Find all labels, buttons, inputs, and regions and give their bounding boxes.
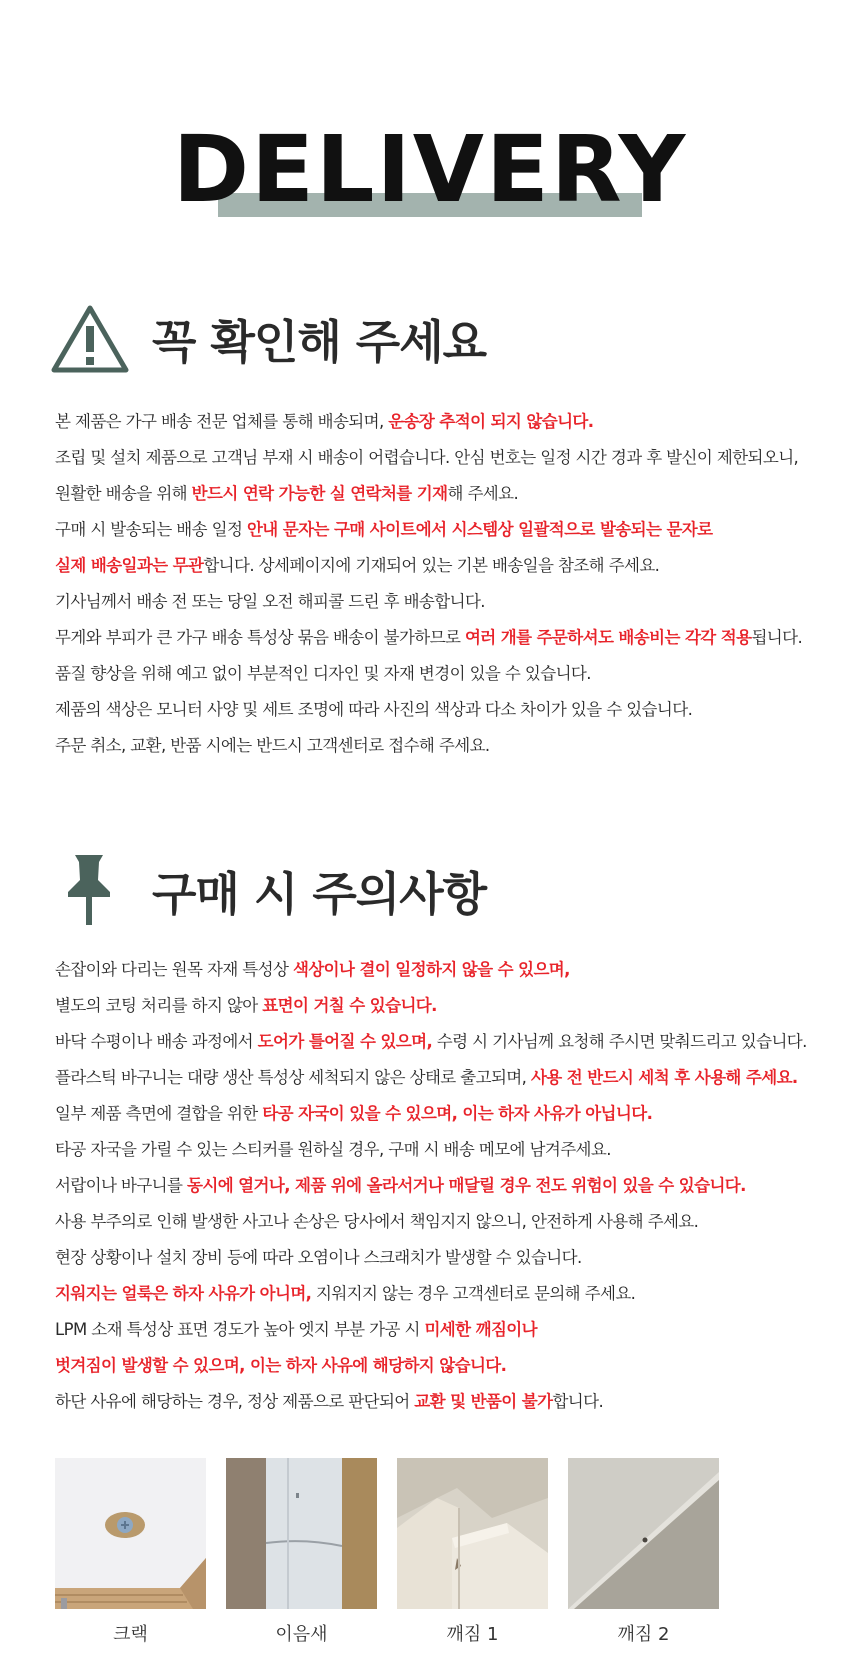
list-item: 지워지는 얼룩은 하자 사유가 아니며, 지워지지 않는 경우 고객센터로 문의해 주세요. bbox=[55, 1284, 636, 1303]
list-item: 구매 시 발송되는 배송 일정 안내 문자는 구매 사이트에서 시스템상 일괄적으로 발송되는 문자로 bbox=[55, 520, 713, 539]
list-item: 본 제품은 가구 배송 전문 업체를 통해 배송되며, 운송장 추적이 되지 않습니다. bbox=[55, 412, 594, 431]
list-item: 현장 상황이나 설치 장비 등에 따라 오염이나 스크래치가 발생할 수 있습니다. bbox=[55, 1248, 582, 1267]
list-item: 사용 부주의로 인해 발생한 사고나 손상은 당사에서 책임지지 않으니, 안전하게 사용해 주세요. bbox=[55, 1212, 699, 1231]
list-item: 실제 배송일과는 무관합니다. 상세페이지에 기재되어 있는 기본 배송일을 참조해 주세요. bbox=[55, 556, 660, 575]
photo-caption-chip-1: 깨짐 1 bbox=[446, 1624, 499, 1645]
crack-image bbox=[55, 1458, 206, 1609]
seam-image bbox=[226, 1458, 377, 1609]
section-caution-title: 구매 시 주의사항 bbox=[152, 867, 487, 921]
delivery-title-block bbox=[0, 116, 860, 230]
list-item: 플라스틱 바구니는 대량 생산 특성상 세척되지 않은 상태로 출고되며, 사용 전 반드시 세척 후 사용해 주세요. bbox=[55, 1068, 798, 1087]
list-item: 무게와 부피가 큰 가구 배송 특성상 묶음 배송이 불가하므로 여러 개를 주문하셔도 배송비는 각각 적용됩니다. bbox=[55, 628, 803, 647]
list-item: 하단 사유에 해당하는 경우, 정상 제품으로 판단되어 교환 및 반품이 불가합니다. bbox=[55, 1392, 604, 1411]
list-item: 별도의 코팅 처리를 하지 않아 표면이 거칠 수 있습니다. bbox=[55, 996, 437, 1015]
photo-chip-2 bbox=[568, 1458, 719, 1609]
section-check-title: 꼭 확인해 주세요 bbox=[152, 315, 487, 369]
page-title: DELIVERY bbox=[172, 116, 688, 223]
photo-chip-1 bbox=[397, 1458, 548, 1609]
list-item: 품질 향상을 위해 예고 없이 부분적인 디자인 및 자재 변경이 있을 수 있습니다. bbox=[55, 664, 591, 683]
photo-caption-chip-2: 깨짐 2 bbox=[617, 1624, 670, 1645]
list-item: 조립 및 설치 제품으로 고객님 부재 시 배송이 어렵습니다. 안심 번호는 일정 시간 경과 후 발신이 제한되오니, bbox=[55, 448, 799, 467]
list-item: 주문 취소, 교환, 반품 시에는 반드시 고객센터로 접수해 주세요. bbox=[55, 736, 490, 755]
list-item: 벗겨짐이 발생할 수 있으며, 이는 하자 사유에 해당하지 않습니다. bbox=[55, 1356, 507, 1375]
photo-caption-seam: 이음새 bbox=[275, 1624, 328, 1645]
list-item: LPM 소재 특성상 표면 경도가 높아 엣지 부분 가공 시 미세한 깨짐이나 bbox=[55, 1320, 537, 1339]
list-item: 손잡이와 다리는 원목 자재 특성상 색상이나 결이 일정하지 않을 수 있으며, bbox=[55, 960, 570, 979]
list-item: 원활한 배송을 위해 반드시 연락 가능한 실 연락처를 기재해 주세요. bbox=[55, 484, 519, 503]
section-check-heading bbox=[0, 300, 860, 390]
list-item: 일부 제품 측면에 결합을 위한 타공 자국이 있을 수 있으며, 이는 하자 사유가 아닙니다. bbox=[55, 1104, 653, 1123]
list-item: 서랍이나 바구니를 동시에 열거나, 제품 위에 올라서거나 매달릴 경우 전도 위험이 있을 수 있습니다. bbox=[55, 1176, 746, 1195]
section-caution-list bbox=[55, 952, 845, 1420]
chip2-image bbox=[568, 1458, 719, 1609]
list-item: 바닥 수평이나 배송 과정에서 도어가 틀어질 수 있으며, 수령 시 기사님께 요청해 주시면 맞춰드리고 있습니다. bbox=[55, 1032, 807, 1051]
warning-triangle-icon bbox=[50, 304, 130, 374]
list-item: 타공 자국을 가릴 수 있는 스티커를 원하실 경우, 구매 시 배송 메모에 남겨주세요. bbox=[55, 1140, 611, 1159]
list-item: 기사님께서 배송 전 또는 당일 오전 해피콜 드린 후 배송합니다. bbox=[55, 592, 485, 611]
list-item: 제품의 색상은 모니터 사양 및 세트 조명에 따라 사진의 색상과 다소 차이가 있을 수 있습니다. bbox=[55, 700, 693, 719]
pushpin-icon bbox=[63, 852, 115, 926]
section-check-list bbox=[55, 404, 845, 764]
defect-photo-row bbox=[55, 1458, 855, 1668]
photo-crack bbox=[55, 1458, 206, 1609]
chip1-image bbox=[397, 1458, 548, 1609]
photo-seam bbox=[226, 1458, 377, 1609]
photo-caption-crack: 크랙 bbox=[113, 1624, 148, 1645]
section-caution-heading bbox=[0, 848, 860, 938]
